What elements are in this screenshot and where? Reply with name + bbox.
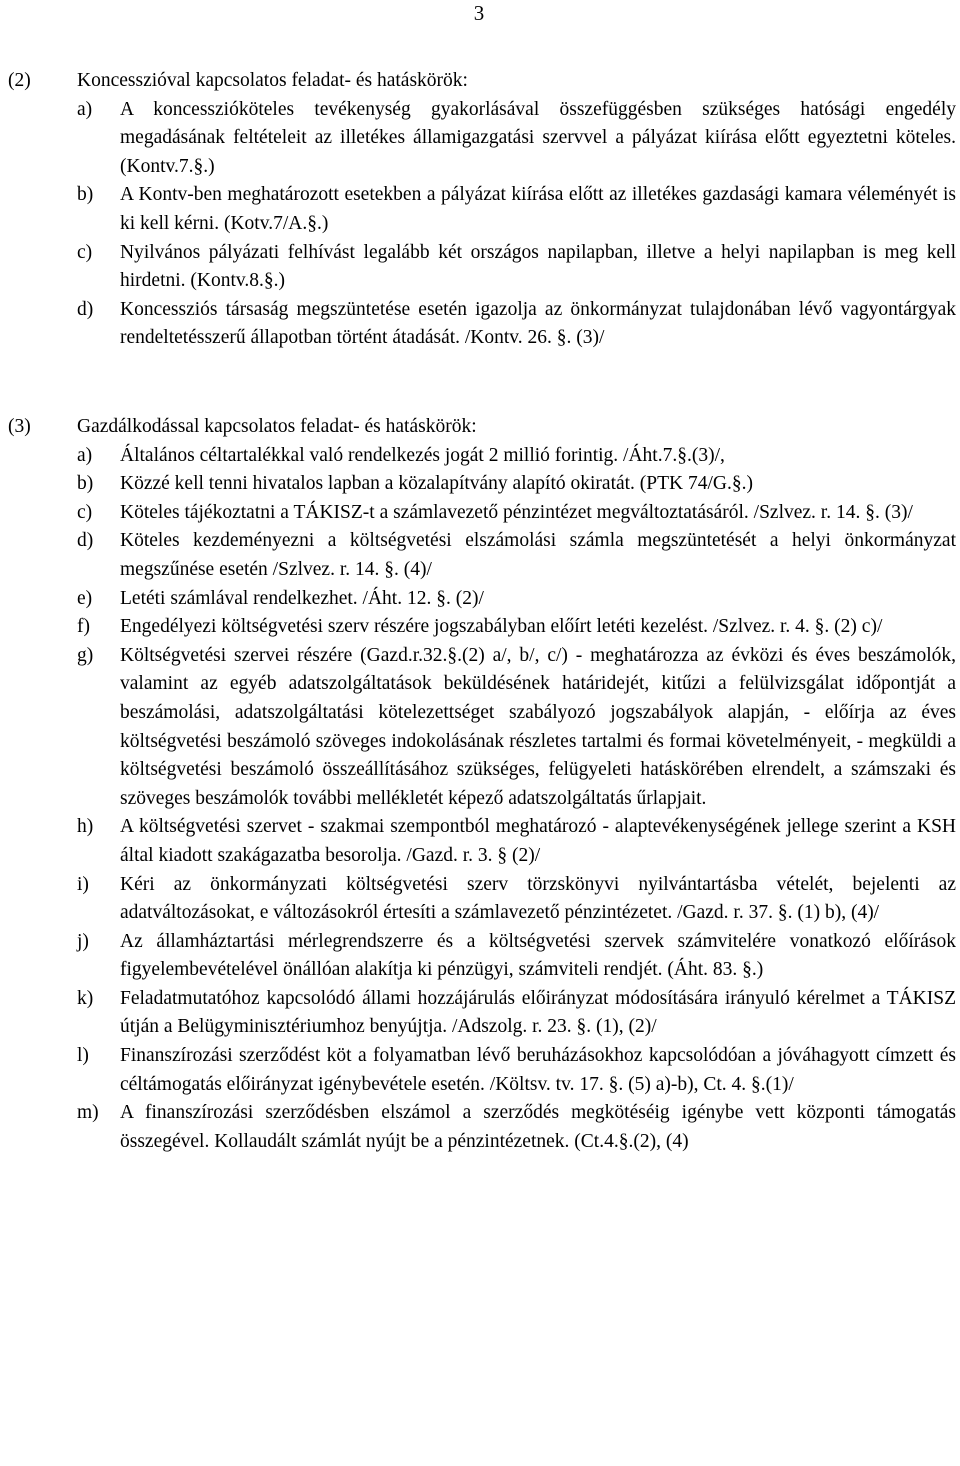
list-item-a (0, 442, 960, 471)
item-text: A Kontv-ben meghatározott esetekben a pályázat kiírása előtt az illetékes gazdasági kamara véleményét is ki kell kérni. (Kotv.7/A.§.) (120, 184, 956, 234)
item-text: Letéti számlával rendelkezhet. /Áht. 12. §. (2)/ (120, 587, 484, 609)
list-item-d (0, 527, 960, 584)
item-text: A finanszírozási szerződésben elszámol a szerződés megkötéséig igénybe vett központi támogatás összegével. Kollaudált számlát nyújt be a pénzintézetnek. (Ct.4.§.(2), (4) (120, 1102, 956, 1152)
item-letter: a) (77, 98, 93, 120)
list-item-f (0, 613, 960, 642)
list-item-d (0, 296, 960, 353)
item-text: Kéri az önkormányzati költségvetési szerv törzskönyvi nyilvántartásba vételét, bejelenti az adatváltozásokat, e változásokról értesíti a számlavezető pénzintézetet. /Gazd. r. 37. §. (1) b), (4)/ (120, 873, 956, 924)
list-item-c (0, 499, 960, 528)
section-title: Koncesszióval kapcsolatos feladat- és hatáskörök: (77, 70, 468, 91)
item-text: Nyilvános pályázati felhívást legalább két országos napilapban, illetve a helyi napilapban is meg kell hirdetni. (Kontv.8.§.) (120, 241, 956, 292)
list-item-c (0, 239, 960, 296)
item-text: Köteles tájékoztatni a TÁKISZ-t a számlavezető pénzintézet megváltoztatásáról. /Szlvez. r. 14. §. (3)/ (120, 501, 913, 523)
list-item-i (0, 871, 960, 928)
section-title: Gazdálkodással kapcsolatos feladat- és hatáskörök: (77, 416, 477, 437)
page-number: 3 (473, 1, 485, 25)
item-text: A költségvetési szervet - szakmai szempontból meghatározó - alaptevékenységének jellege szerint a KSH által kiadott szakágazatba besorolja. /Gazd. r. 3. § (2)/ (120, 816, 956, 866)
item-letter: j) (77, 930, 89, 952)
item-text: Költségvetési szervei részére (Gazd.r.32.§.(2) a/, b/, c/) - meghatározza az évközi és éves beszámolók, valamint az egyéb adatszolgáltatások beküldésének határidejét, kitűzi a felülvizsgálat időpontját a beszámolási, adatszolgáltatási kötelezettséget szabályozó jogszabályok alapján, - előírja az éves költségvetési beszámoló szöveges indokolásának részletes tartalmi és formai követelményeit, - megküldi a költségvetési beszámoló összeállításához szükséges, felügyeleti hatáskörében elrendelt, a számszaki és szöveges beszámolók további mellékletét képező adatszolgáltatás űrlapjait. (120, 644, 956, 809)
item-letter: d) (77, 298, 94, 320)
item-text: Köteles kezdeményezni a költségvetési elszámolási számla megszüntetését a helyi önkormányzat megszűnése esetén /Szlvez. r. 14. §. (4)/ (120, 530, 956, 580)
section-heading (0, 413, 960, 442)
list-item-h (0, 813, 960, 870)
item-letter: c) (77, 241, 93, 263)
item-letter: b) (77, 473, 94, 495)
item-text: Általános céltartalékkal való rendelkezés jogát 2 millió forintig. /Áht.7.§.(3)/, (120, 444, 725, 466)
item-letter: i) (77, 873, 89, 895)
item-letter: m) (77, 1102, 99, 1124)
list-item-b (0, 181, 960, 238)
list-item-a (0, 96, 960, 182)
item-text: A koncesszióköteles tevékenység gyakorlásával összefüggésben szükséges hatósági engedély megadásának feltételeit az illetékes államigazgatási szervvel a pályázat kiírása előtt egyeztetni köteles. (Kontv.7.§.) (120, 98, 956, 177)
item-letter: f) (77, 616, 90, 638)
list-item-g (0, 642, 960, 814)
item-letter: l) (77, 1045, 89, 1067)
item-text: Közzé kell tenni hivatalos lapban a közalapítvány alapító okiratát. (PTK 74/G.§.) (120, 473, 754, 495)
item-letter: b) (77, 184, 94, 206)
list-item-j (0, 928, 960, 985)
section-number: (3) (8, 416, 31, 437)
item-letter: h) (77, 816, 94, 838)
item-text: Koncessziós társaság megszüntetése esetén igazolja az önkormányzat tulajdonában lévő vagyontárgyak rendeltetésszerű állapotban történt átadását. /Kontv. 26. §. (3)/ (120, 298, 956, 349)
section-number: (2) (8, 70, 31, 91)
item-letter: c) (77, 501, 93, 523)
list-item-l (0, 1042, 960, 1099)
item-letter: d) (77, 530, 94, 552)
item-text: Feladatmutatóhoz kapcsolódó állami hozzájárulás előirányzat módosítására irányuló kérelmet a TÁKISZ útján a Belügyminisztériumhoz benyújtja. /Adszolg. r. 23. §. (1), (2)/ (120, 987, 956, 1038)
section-heading (0, 67, 960, 96)
section-2 (0, 67, 960, 353)
item-letter: g) (77, 644, 94, 666)
item-text: Engedélyezi költségvetési szerv részére jogszabályban előírt letéti kezelést. /Szlvez. r. 4. §. (2) c)/ (120, 616, 883, 638)
item-text: Az államháztartási mérlegrendszerre és a költségvetési szervek számvitelére vonatkozó előírások figyelembevételével önállóan alakítja ki pénzügyi, számviteli rendjét. (Áht. 83. §.) (120, 930, 956, 981)
item-text: Finanszírozási szerződést köt a folyamatban lévő beruházásokhoz kapcsolódóan a jóváhagyott címzett és céltámogatás előirányzat igénybevétele esetén. /Költsv. tv. 17. §. (5) a)-b), Ct. 4. §.(1)/ (120, 1045, 956, 1095)
section-3 (0, 413, 960, 1156)
item-letter: a) (77, 444, 93, 466)
list-item-e (0, 585, 960, 614)
list-item-b (0, 470, 960, 499)
item-letter: e) (77, 587, 93, 609)
list-item-k (0, 985, 960, 1042)
list-item-m (0, 1099, 960, 1156)
item-letter: k) (77, 987, 94, 1009)
